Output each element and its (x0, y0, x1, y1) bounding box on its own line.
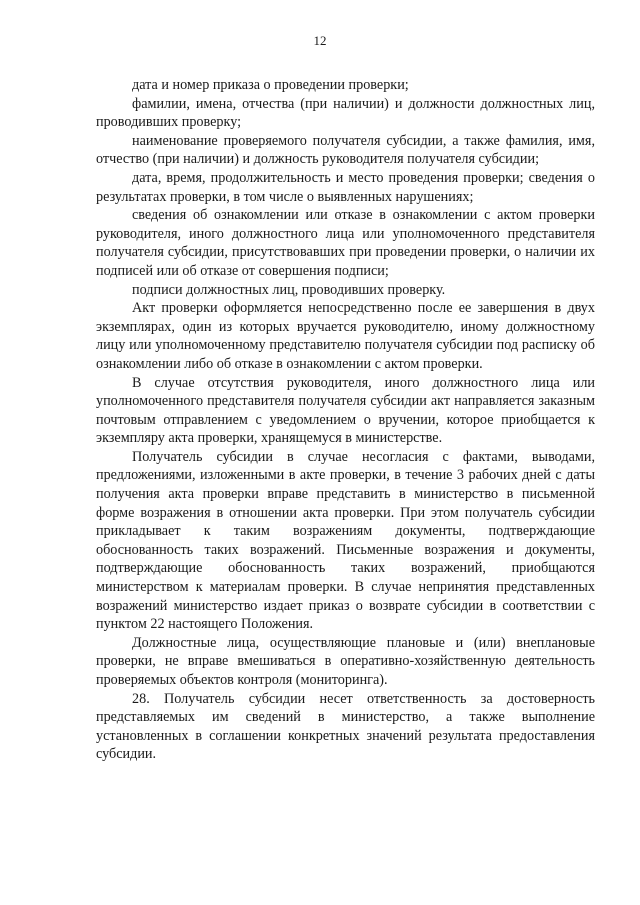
paragraph-recipient-name: наименование проверяемого получателя субсидии, а также фамилия, имя, отчество (при наличии) и должность руководителя получателя субсидии; (96, 132, 595, 168)
paragraph-inspector-names: фамилии, имена, отчества (при наличии) и должности должностных лиц, проводивших проверку; (96, 95, 595, 131)
page-number: 12 (313, 33, 327, 48)
paragraph-inspection-details: дата, время, продолжительность и место проведения проверки; сведения о результатах проверки, в том числе о выявленных нарушениях; (96, 169, 595, 205)
paragraph-objections: Получатель субсидии в случае несогласия с фактами, выводами, предложениями, изложенными в акте проверки, в течение 3 рабочих дней с даты получения акта проверки вправе представить в министерство в письменной форме возражения в отношении акта проверки. При этом получатель субсидии прикладывает к таким возражениям документы, подтверждающие обоснованность таких возражений. Письменные возражения и документы, подтверждающие обоснованность таких возражений, приобщаются министерством к материалам проверки. В случае непринятия представленных возражений министерство издает приказ о возврате субсидии в соответствии с пунктом 22 настоящего Положения. (96, 448, 595, 633)
paragraph-signatures: подписи должностных лиц, проводивших проверку. (132, 281, 446, 298)
paragraph-clause-28: 28. Получатель субсидии несет ответственность за достоверность представляемых им сведений в министерство, а также выполнение установленных в соглашении конкретных значений результата предоставления субсидии. (96, 690, 595, 763)
paragraph-act-mailing: В случае отсутствия руководителя, иного должностного лица или уполномоченного представителя получателя субсидии акт направляется заказным почтовым отправлением с уведомлением о вручении, которое приобщается к экземпляру акта проверки, хранящемуся в министерстве. (96, 374, 595, 447)
paragraph-officials-restriction: Должностные лица, осуществляющие плановые и (или) внеплановые проверки, не вправе вмешиваться в оперативно-хозяйственную деятельность проверяемых объектов контроля (мониторинга). (96, 634, 595, 688)
paragraph-act-drawing-up: Акт проверки оформляется непосредственно после ее завершения в двух экземплярах, один из которых вручается руководителю, иному должностному лицу или уполномоченному представителю получателя субсидии под расписку об ознакомлении либо об отказе в ознакомлении с актом проверки. (96, 300, 595, 372)
document-body (96, 76, 595, 764)
paragraph-order-details: дата и номер приказа о проведении проверки; (132, 77, 409, 93)
paragraph-acquaintance-info: сведения об ознакомлении или отказе в ознакомлении с актом проверки руководителя, иного должностного лица или уполномоченного представителя получателя субсидии, присутствовавших при проведении проверки, о наличии их подписей или об отказе от совершения подписи; (96, 207, 595, 279)
